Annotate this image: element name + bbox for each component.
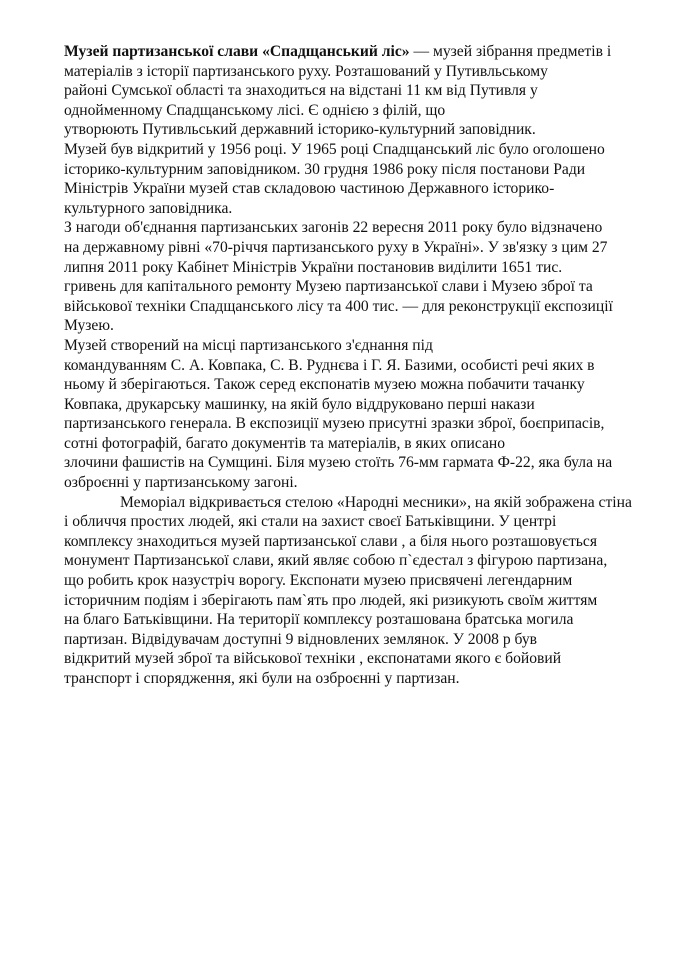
text-line: матеріалів з історії партизанського руху. Розташований у Путивльському: [64, 62, 548, 80]
text-line: відкритий музей зброї та військової техніки , експонатами якого є бойовий: [64, 650, 562, 668]
document-body: [64, 42, 676, 689]
text-line: що робить крок назустріч ворогу. Експонати музею присвячені легендарним: [64, 572, 573, 590]
text-line: на благо Батьківщини. На території комплексу розташована братська могила: [64, 611, 574, 629]
text-line: військової техніки Спадщанського лісу та 400 тис. — для реконструкції експозиції: [64, 297, 613, 315]
text-line: історичним подіям і зберігають пам`ять про людей, які ризикують своїм життям: [64, 591, 598, 609]
text-line: Музей був відкритий у 1956 році. У 1965 році Спадщанський ліс було оголошено: [64, 140, 605, 158]
text-line: на державному рівні «70-річчя партизанського руху в Україні». У зв'язку з цим 27: [64, 238, 608, 256]
text-line: озброєнні у партизанському загоні.: [64, 474, 298, 492]
text-line: командуванням С. А. Ковпака, С. В. Руднєва і Г. Я. Базими, особисті речі яких в: [64, 356, 595, 374]
text-line: З нагоди об'єднання партизанських загонів 22 вересня 2011 року було відзначено: [64, 219, 603, 237]
text-line: Музею.: [64, 317, 114, 335]
text-line: і обличчя простих людей, які стали на захист своєї Батьківщини. У центрі: [64, 513, 557, 531]
text-fragment: — музей зібрання предметів і: [409, 43, 612, 60]
text-line: монумент Партизанської слави, який являє собою п`єдестал з фігурою партизана,: [64, 552, 608, 570]
text-line: [64, 42, 676, 62]
text-line: комплексу знаходиться музей партизанської слави , а біля нього розташовується: [64, 532, 597, 550]
text-line: Меморіал відкривається стелою «Народні месники», на якій зображена стіна: [120, 493, 632, 511]
text-line: злочини фашистів на Сумщині. Біля музею стоїть 76-мм гармата Ф-22, яка була на: [64, 454, 613, 472]
paragraph-exhibits: [64, 336, 676, 493]
text-line: історико-культурним заповідником. 30 грудня 1986 року після постанови Ради: [64, 160, 586, 178]
text-line: Музей створений на місці партизанського з'єднання під: [64, 336, 433, 354]
text-line: утворюють Путивльський державний історико-культурний заповідник.: [64, 121, 536, 139]
paragraph-memorial: [64, 493, 676, 689]
text-line: сотні фотографій, багато документів та матеріалів, в яких описано: [64, 434, 506, 452]
text-line: гривень для капітального ремонту Музею партизанської слави і Музею зброї та: [64, 278, 593, 296]
paragraph-intro: [64, 42, 676, 140]
paragraph-history: [64, 140, 676, 218]
text-line: Міністрів України музей став складовою частиною Державного історико-: [64, 180, 555, 198]
text-line: однойменному Спадщанському лісі. Є однією з філій, що: [64, 101, 446, 119]
paragraph-funding: [64, 218, 676, 336]
text-line: липня 2011 року Кабінет Міністрів України постановив виділити 1651 тис.: [64, 258, 563, 276]
text-line: транспорт і спорядження, які були на озброєнні у партизан.: [64, 670, 460, 687]
text-line: культурного заповідника.: [64, 199, 233, 217]
museum-title: Музей партизанської слави «Спадщанський ліс»: [64, 43, 410, 60]
text-line: районі Сумської області та знаходиться на відстані 11 км від Путивля у: [64, 82, 538, 100]
text-line: партизан. Відвідувачам доступні 9 відновлених землянок. У 2008 р був: [64, 630, 538, 648]
text-line: ньому й зберігаються. Також серед експонатів музею можна побачити тачанку: [64, 376, 585, 394]
text-line: Ковпака, друкарську машинку, на якій було віддруковано перші накази: [64, 395, 535, 413]
text-line: партизанського генерала. В експозиції музею присутні зразки зброї, боєприпасів,: [64, 415, 605, 433]
